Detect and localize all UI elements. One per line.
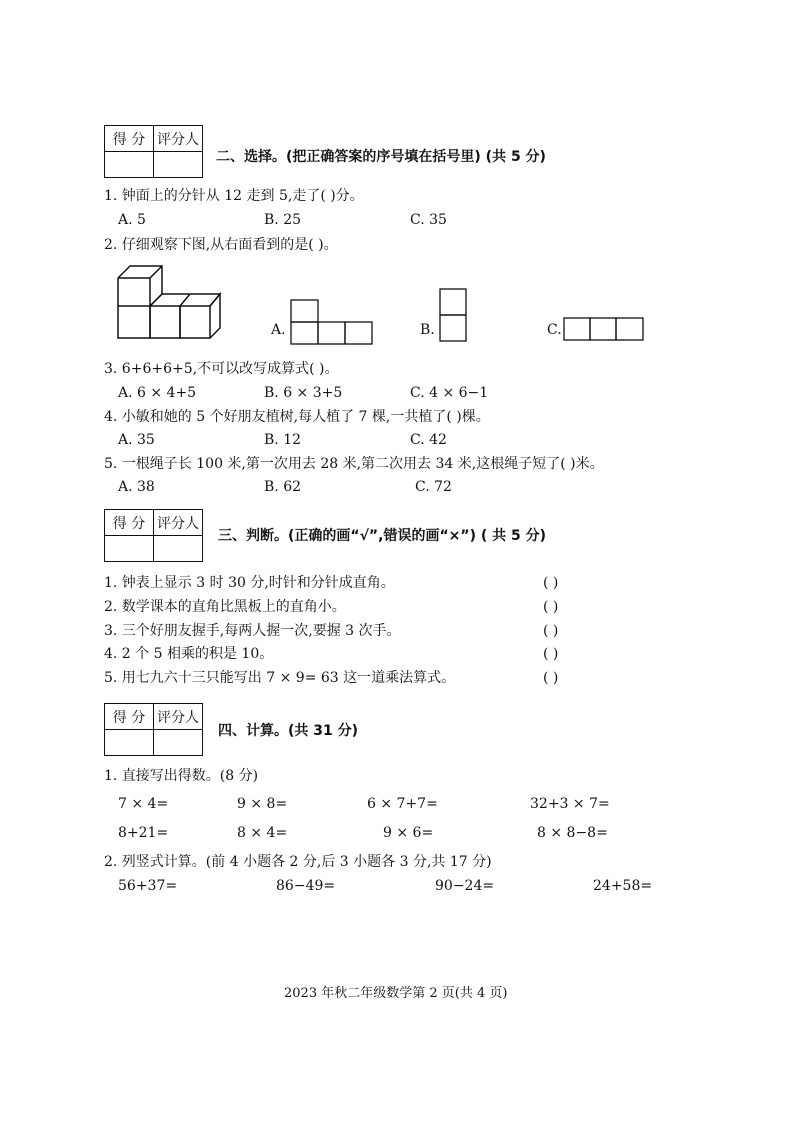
grader-label: 评分人 [154,704,203,730]
judge-item-2: 2. 数学课本的直角比黑板上的直角小。 [104,599,346,615]
option-c-figure [564,318,646,342]
vertical-calc-item: 86−49= [276,878,336,894]
judge-item-4: 4. 2 个 5 相乘的积是 10。 [104,646,274,662]
calc-item: 9 × 8= [237,796,288,812]
score-label: 得 分 [105,126,154,152]
calc-item: 32+3 × 7= [530,796,610,812]
judge-bracket-2[interactable]: ( ) [543,599,559,615]
judge-bracket-4[interactable]: ( ) [543,646,559,662]
score-label: 得 分 [105,510,154,536]
calc-item: 9 × 6= [383,825,434,841]
section2-title: 二、选择。(把正确答案的序号填在括号里) (共 5 分) [216,149,546,165]
score-cell[interactable] [105,730,154,756]
option-c-label: C. [547,322,562,338]
judge-item-3: 3. 三个好朋友握手,每两人握一次,要握 3 次手。 [104,623,401,639]
score-label: 得 分 [105,704,154,730]
grader-cell[interactable] [154,152,203,178]
calc-item: 6 × 7+7= [367,796,438,812]
option-a-figure [291,300,373,346]
option-c: C. 4 × 6−1 [410,385,489,401]
question-2: 2. 仔细观察下图,从右面看到的是( )。 [104,237,338,253]
option-c: C. 72 [415,479,452,495]
grader-label: 评分人 [154,510,203,536]
option-b: B. 6 × 3+5 [264,385,343,401]
option-b: B. 12 [264,432,302,448]
calc-q2-title: 2. 列竖式计算。(前 4 小题各 2 分,后 3 小题各 3 分,共 17 分) [104,854,492,870]
grader-cell[interactable] [154,536,203,562]
vertical-calc-item: 24+58= [593,878,653,894]
calc-item: 8 × 8−8= [537,825,608,841]
option-b: B. 25 [264,212,302,228]
section3-title: 三、判断。(正确的画“√”,错误的画“×”) ( 共 5 分) [218,528,547,544]
option-a-label: A. [271,322,286,338]
question-4: 4. 小敏和她的 5 个好朋友植树,每人植了 7 棵,一共植了( )棵。 [104,409,490,425]
judge-item-5: 5. 用七九六十三只能写出 7 × 9= 63 这一道乘法算式。 [104,670,456,686]
option-a: A. 38 [118,479,155,495]
question-3: 3. 6+6+6+5,不可以改写成算式( )。 [104,361,339,377]
score-cell[interactable] [105,152,154,178]
judge-bracket-5[interactable]: ( ) [543,670,559,686]
calc-item: 7 × 4= [118,796,169,812]
score-box [104,125,203,178]
vertical-calc-item: 90−24= [435,878,495,894]
question-5: 5. 一根绳子长 100 米,第一次用去 28 米,第二次用去 34 米,这根绳子短了( )米。 [104,456,604,472]
section4-title: 四、计算。(共 31 分) [218,723,359,739]
option-c: C. 42 [410,432,447,448]
grader-label: 评分人 [154,126,203,152]
judge-item-1: 1. 钟表上显示 3 时 30 分,时针和分针成直角。 [104,575,395,591]
judge-bracket-3[interactable]: ( ) [543,623,559,639]
option-c: C. 35 [410,212,447,228]
question-1: 1. 钟面上的分针从 12 走到 5,走了( )分。 [104,188,364,204]
score-cell[interactable] [105,536,154,562]
calc-item: 8+21= [118,825,169,841]
cube-figure [118,266,228,342]
option-a: A. 6 × 4+5 [118,385,197,401]
option-a: A. 5 [118,212,146,228]
score-box [104,509,203,562]
judge-bracket-1[interactable]: ( ) [543,575,559,591]
score-box [104,703,203,756]
grader-cell[interactable] [154,730,203,756]
vertical-calc-item: 56+37= [118,878,178,894]
page-footer: 2023 年秋二年级数学第 2 页(共 4 页) [284,986,508,1001]
calc-q1-title: 1. 直接写出得数。(8 分) [104,768,259,784]
option-b: B. 62 [264,479,302,495]
option-b-label: B. [420,322,435,338]
calc-item: 8 × 4= [237,825,288,841]
option-b-figure [440,289,468,343]
option-a: A. 35 [118,432,155,448]
